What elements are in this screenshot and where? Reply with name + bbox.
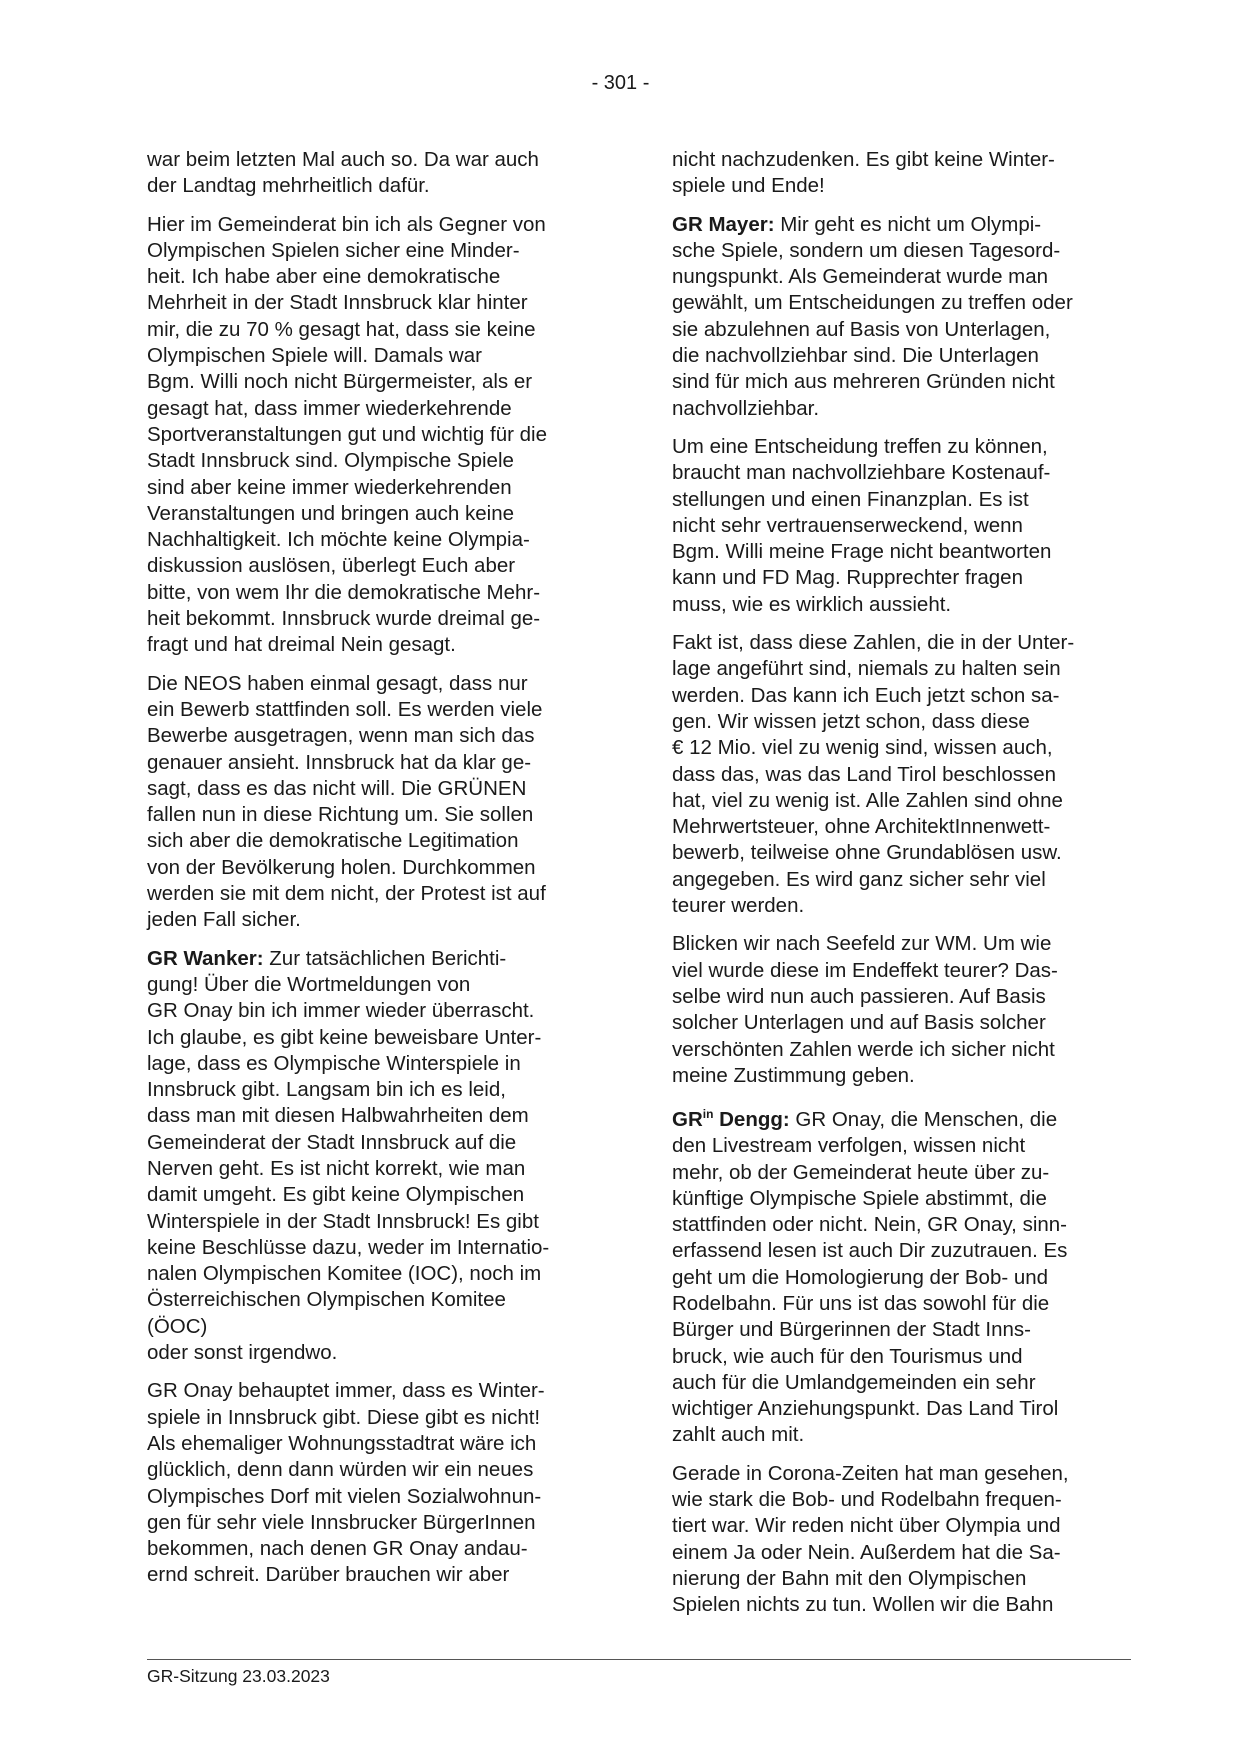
paragraph-text: GR Onay, die Menschen, die den Livestream verfolgen, wissen nicht mehr, ob der Gemeinderat heute über zu- künftige Olympische Spiele abstimmt, die stattfinden oder nicht. Nein, GR Onay, sinn- erfassend lesen ist auch Dir zuzutrauen. Es geht um die Homologierung der Bob- und Rodelbahn. Für uns ist das sowohl für die Bürger und Bürgerinnen der Stadt Inns- bruck, wie auch für den Tourismus und auch für die Umlandgemeinden ein sehr wichtiger Anziehungspunkt. Das Land Tirol zahlt auch mit.: [672, 1107, 1068, 1447]
speaker-label: GR Wanker:: [147, 946, 264, 970]
speaker-name: Dengg:: [713, 1107, 790, 1131]
paragraph: Fakt ist, dass diese Zahlen, die in der Unter- lage angeführt sind, niemals zu halten sein werden. Das kann ich Euch jetzt schon sa- gen. Wir wissen jetzt schon, dass diese € 12 Mio. viel zu wenig sind, wissen auch, dass das, was das Land Tirol beschlossen hat, viel zu wenig ist. Alle Zahlen sind ohne Mehrwertsteuer, ohne ArchitektInnenwett- bewerb, teilweise ohne Grundablösen usw. angegeben. Es wird ganz sicher sehr viel teurer werden.: [672, 631, 1075, 918]
paragraph: Die NEOS haben einmal gesagt, dass nur ein Bewerb stattfinden soll. Es werden viele Bewerbe ausgetragen, wenn man sich das genauer ansieht. Innsbruck hat da klar ge- sagt, dass es das nicht will. Die GRÜNEN fallen nun in diese Richtung um. Sie sollen sich aber die demokratische Legitimation von der Bevölkerung holen. Durchkommen werden sie mit dem nicht, der Protest ist auf jeden Fall sicher.: [147, 671, 546, 932]
footer-session-date: GR-Sitzung 23.03.2023: [147, 1666, 330, 1686]
paragraph-mayer: [672, 212, 1132, 422]
speaker-title: GR: [672, 1107, 703, 1131]
footer-divider: [147, 1659, 1131, 1660]
paragraph: Gerade in Corona-Zeiten hat man gesehen, wie stark die Bob- und Rodelbahn frequen- tiert war. Wir reden nicht über Olympia und einem Ja oder Nein. Außerdem hat die Sa- nierung der Bahn mit den Olympischen Spielen nichts zu tun. Wollen wir die Bahn: [672, 1461, 1069, 1617]
left-column: [147, 147, 602, 1601]
paragraph: Um eine Entscheidung treffen zu können, braucht man nachvollziehbare Kostenauf- stellungen und einen Finanzplan. Es ist nicht sehr vertrauenserweckend, wenn Bgm. Willi meine Frage nicht beantworten kann und FD Mag. Rupprechter fragen muss, wie es wirklich aussieht.: [672, 434, 1052, 616]
paragraph-text: Zur tatsächlichen Berichti- gung! Über die Wortmeldungen von GR Onay bin ich immer wieder überrascht. Ich glaube, es gibt keine beweisbare Unter- lage, dass es Olympische Winterspiele in Innsbruck gibt. Langsam bin ich es leid, dass man mit diesen Halbwahrheiten dem Gemeinderat der Stadt Innsbruck auf die Nerven geht. Es ist nicht korrekt, wie man damit umgeht. Es gibt keine Olympischen Winterspiele in der Stadt Innsbruck! Es gibt keine Beschlüsse dazu, weder im Internatio- nalen Olympischen Komitee (IOC), noch im Österreichischen Olympischen Komitee (ÖOC) oder sonst irgendwo.: [147, 946, 550, 1365]
right-column: [672, 147, 1132, 1631]
paragraph: war beim letzten Mal auch so. Da war auch der Landtag mehrheitlich dafür.: [147, 148, 539, 198]
paragraph-dengg: [672, 1101, 1132, 1449]
paragraph: GR Onay behauptet immer, dass es Winter- spiele in Innsbruck gibt. Diese gibt es nicht! Als ehemaliger Wohnungsstadtrat wäre ich glücklich, denn dann würden wir ein neues Olympisches Dorf mit vielen Sozialwohnun- gen für sehr viele Innsbrucker BürgerInnen bekommen, nach denen GR Onay andau- ernd schreit. Darüber brauchen wir aber: [147, 1379, 545, 1587]
page-number: - 301 -: [591, 72, 650, 94]
paragraph: Hier im Gemeinderat bin ich als Gegner von Olympischen Spielen sicher eine Minder- heit. Ich habe aber eine demokratische Mehrheit in der Stadt Innsbruck klar hinter mir, die zu 70 % gesagt hat, dass sie keine Olympischen Spiele will. Damals war Bgm. Willi noch nicht Bürgermeister, als er gesagt hat, dass immer wiederkehrende Sportveranstaltungen gut und wichtig für die Stadt Innsbruck sind. Olympische Spiele sind aber keine immer wiederkehrenden Veranstaltungen und bringen auch keine Nachhaltigkeit. Ich möchte keine Olympia- diskussion auslösen, überlegt Euch aber bitte, von wem Ihr die demokratische Mehr- heit bekommt. Innsbruck wurde dreimal ge- fragt und hat dreimal Nein gesagt.: [147, 212, 548, 657]
paragraph-wanker: [147, 946, 602, 1367]
speaker-label: [672, 1108, 790, 1131]
paragraph: nicht nachzudenken. Es gibt keine Winter- spiele und Ende!: [672, 148, 1055, 198]
speaker-title-superscript: in: [702, 1107, 714, 1122]
speaker-label: GR Mayer:: [672, 212, 775, 236]
paragraph-text: Mir geht es nicht um Olympi- sche Spiele, sondern um diesen Tagesord- nungspunkt. Als Gemeinderat wurde man gewählt, um Entscheidungen zu treffen oder sie abzulehnen auf Basis von Unterlagen, die nachvollziehbar sind. Die Unterlagen sind für mich aus mehreren Gründen nicht nachvollziehbar.: [672, 212, 1073, 420]
paragraph: Blicken wir nach Seefeld zur WM. Um wie viel wurde diese im Endeffekt teurer? Das- selbe wird nun auch passieren. Auf Basis solcher Unterlagen und auf Basis solcher verschönten Zahlen werde ich sicher nicht meine Zustimmung geben.: [672, 932, 1058, 1087]
